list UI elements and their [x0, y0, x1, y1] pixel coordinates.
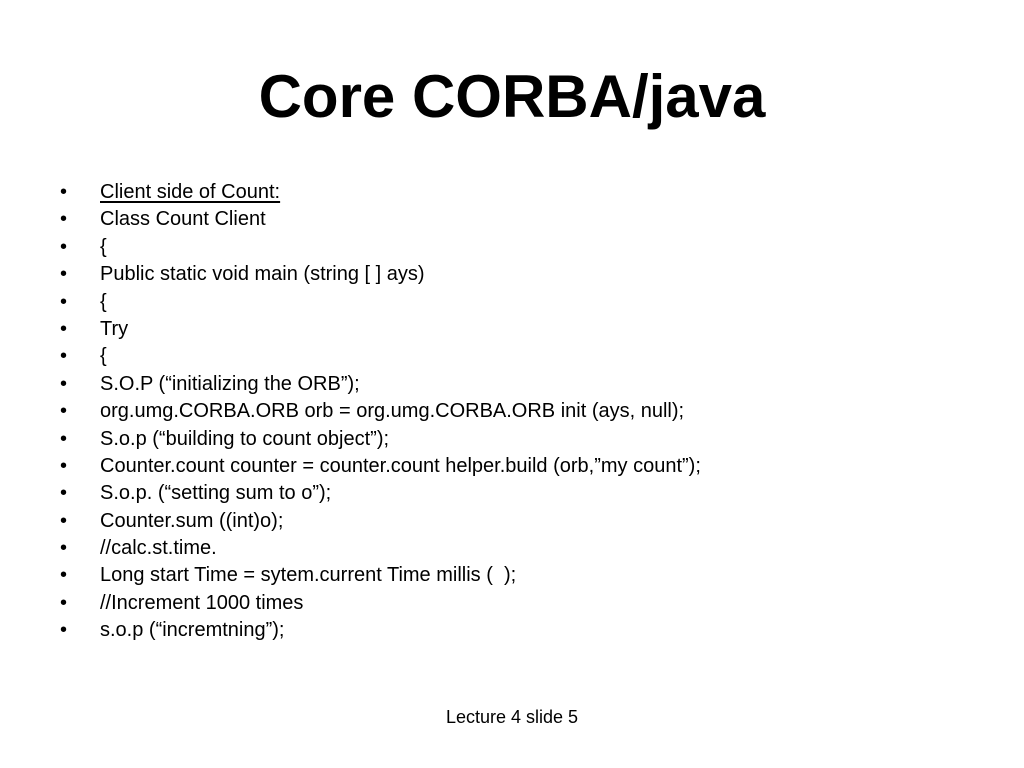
bullet-icon: •: [60, 400, 68, 423]
bullet-text: Client side of Count:: [100, 181, 281, 203]
list-item: [60, 261, 1000, 288]
list-item: [60, 535, 1000, 562]
bullet-icon: •: [60, 427, 68, 450]
list-item: [60, 590, 1000, 617]
list-item: [60, 480, 1000, 507]
bullet-text: Counter.count counter = counter.count helper.build (orb,”my count”);: [100, 454, 701, 477]
bullet-icon: •: [60, 290, 68, 313]
bullet-icon: •: [60, 372, 68, 395]
bullet-icon: •: [60, 482, 68, 505]
bullet-icon: •: [60, 317, 68, 340]
bullet-icon: •: [60, 235, 68, 258]
slide-title: Core CORBA/java: [258, 63, 766, 130]
bullet-icon: •: [60, 345, 68, 368]
bullet-icon: •: [60, 208, 68, 231]
bullet-text: S.O.P (“initializing the ORB”);: [100, 372, 360, 395]
list-item: [60, 562, 1000, 589]
list-item: [60, 426, 1000, 453]
bullet-text: org.umg.CORBA.ORB orb = org.umg.CORBA.ORB init (ays, null);: [100, 400, 685, 423]
bullet-icon: •: [60, 591, 68, 614]
bullet-text: //calc.st.time.: [100, 537, 217, 560]
list-item: [60, 316, 1000, 343]
list-item: [60, 617, 1000, 644]
bullet-text: Try: [100, 317, 129, 340]
bullet-icon: •: [60, 564, 68, 587]
list-item: [60, 398, 1000, 425]
bullet-icon: •: [60, 454, 68, 477]
bullet-list: [60, 179, 1000, 645]
list-item: [60, 289, 1000, 316]
bullet-text: Public static void main (string [ ] ays): [100, 263, 425, 286]
bullet-text: {: [100, 345, 107, 368]
list-item: [60, 371, 1000, 398]
bullet-text: S.o.p. (“setting sum to o”);: [100, 482, 332, 505]
list-item: [60, 206, 1000, 233]
bullet-text: Counter.sum ((int)o);: [100, 509, 284, 532]
bullet-text: //Increment 1000 times: [100, 591, 304, 614]
bullet-icon: •: [60, 509, 68, 532]
list-item: [60, 234, 1000, 261]
bullet-icon: •: [60, 263, 68, 286]
bullet-text: Long start Time = sytem.current Time millis ( );: [100, 564, 517, 587]
list-item: [60, 343, 1000, 370]
bullet-icon: •: [60, 619, 68, 642]
list-item: [60, 508, 1000, 535]
bullet-text: {: [100, 290, 107, 313]
bullet-text: Class Count Client: [100, 208, 266, 231]
slide-footer: Lecture 4 slide 5: [445, 707, 579, 727]
bullet-icon: •: [60, 181, 68, 203]
bullet-text: s.o.p (“incremtning”);: [100, 619, 285, 642]
bullet-text: {: [100, 235, 107, 258]
bullet-icon: •: [60, 537, 68, 560]
list-item: [60, 179, 1000, 206]
bullet-text: S.o.p (“building to count object”);: [100, 427, 390, 450]
list-item: [60, 453, 1000, 480]
